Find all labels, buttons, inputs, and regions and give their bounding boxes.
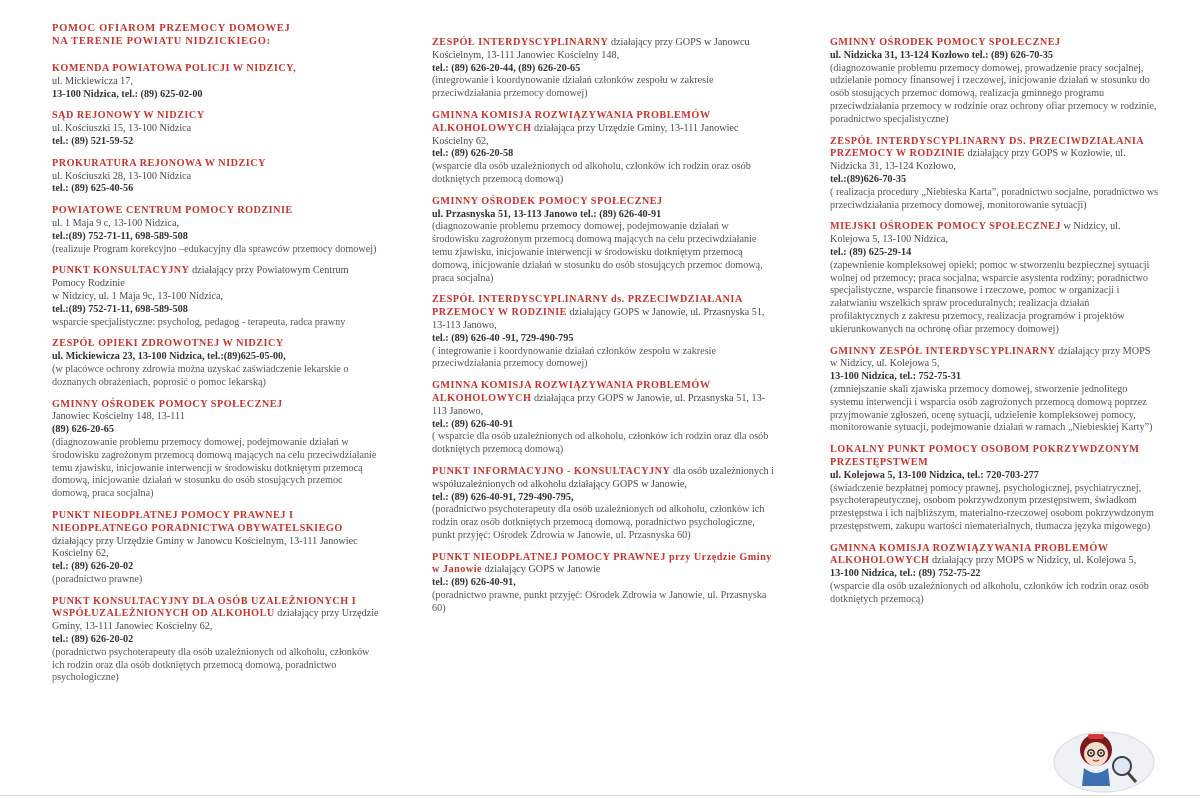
entry-intro: działający GOPS w Janowie, ul. Przasnyska 51, 13-113 Janowo, — [432, 307, 765, 331]
entry-description: (diagnozowanie problemu przemocy domowej, podejmowanie działań w środowisku zagrożonym przemocą domową mających na celu przeciwdziałanie temu zjawisku, inicjowanie interwencji w środowisku dotkniętym przemocą domową, inicjowanie działań w stosunku do osób stosujących przemoc domową, praca socjalna) — [432, 221, 763, 284]
entry-title: GMINNA KOMISJA ROZWIĄZYWANIA PROBLEMÓW ALKOHOLOWYCH — [432, 380, 711, 404]
entry-phone: tel.: (89) 626-40-91, 729-490-795, — [432, 491, 574, 503]
entry-intro: działający przy GOPS w Kozłowie, ul. Nidzicka 31, 13-124 Kozłowo, — [830, 148, 1126, 173]
entry-description: (poradnictwo psychoterapeuty dla osób uzależnionych od alkoholu, członków ich rodzin oraz dla osób dotkniętych przemocą domową, poradnictwo psychologiczne) — [52, 646, 370, 684]
contact-entry — [432, 294, 777, 371]
entry-title: PUNKT NIEODPŁATNEJ POMOCY PRAWNEJ przy Urzędzie Gminy w Janowie — [432, 551, 772, 576]
contact-entry — [432, 196, 777, 286]
entry-title: SĄD REJONOWY W NIDZICY — [52, 110, 205, 122]
entry-title: GMINNA KOMISJA ROZWIĄZYWANIA PROBLEMÓW ALKOHOLOWYCH — [432, 109, 711, 134]
entry-phone: tel.: (89) 626-40-91 — [432, 418, 514, 430]
contact-entry — [830, 346, 1160, 436]
entry-title: PUNKT KONSULTACYJNY DLA OSÓB UZALEŻNIONYCH I WSPÓŁUZALEŻNIONYCH OD ALKOHOLU — [52, 595, 357, 620]
entry-description: (integrowanie i koordynowanie działań członków zespołu w zakresie przeciwdziałania przemocy domowej) — [432, 75, 714, 100]
entry-description: wsparcie specjalistyczne: psycholog, pedagog - terapeuta, radca prawny — [52, 316, 346, 328]
entry-description: (diagnozowanie problemu przemocy domowej, prowadzenie pracy socjalnej, udzielanie pomocy finansowej i rzeczowej, inicjowanie działań w stosunku do osób stosujących przemoc domową, realizacja gminnego programu przeciwdziałania przemocy w rodzinie oraz ochrony ofiar przemocy w rodzinie, poradnictwo specjalistyczne) — [830, 62, 1157, 125]
entry-title: ZESPÓŁ INTERDYSCYPLINARNY DS. PRZECIWDZIAŁANIA PRZEMOCY W RODZINIE — [830, 135, 1144, 160]
page-header — [52, 22, 382, 48]
header-line-1: POMOC OFIAROM PRZEMOCY DOMOWEJ — [52, 23, 291, 34]
entry-phone: 13-100 Nidzica, tel.: (89) 625-02-00 — [52, 88, 203, 100]
entry-phone: ul. Kolejowa 5, 13-100 Nidzica, tel.: 720-703-277 — [830, 469, 1039, 481]
entry-title: LOKALNY PUNKT POMOCY OSOBOM POKRZYWDZONYM PRZESTĘPSTWEM — [830, 444, 1140, 468]
entry-phone: tel.: (89) 626-20-02 — [52, 634, 134, 646]
entry-description: (poradnictwo psychoterapeuty dla osób uzależnionych od alkoholu, członków ich rodzin oraz osób dotkniętych przemocą domową, poradnictwo psychologiczne, punkt przyjęć: Ośrodek Zdrowia w Janowie, ul. Przasnyska 60) — [432, 504, 765, 541]
entry-intro: działający przy GOPS w Janowcu Kościelnym, 13-111 Janowiec Kościelny 148, — [432, 37, 750, 61]
contact-entry — [432, 37, 777, 101]
entry-phone: tel.: (89) 626-20-02 — [52, 561, 134, 573]
entry-intro: dla osób uzależnionych i współuzależnionych od alkoholu działający GOPS w Janowie, — [432, 465, 774, 490]
contact-entry — [830, 37, 1160, 127]
entry-phone: tel.: (89) 521-59-52 — [52, 135, 134, 147]
entry-address: ul. Mickiewicza 17, — [52, 75, 133, 87]
entry-phone: tel.: (89) 626-20-58 — [432, 148, 514, 160]
entry-description: (poradnictwo prawne, punkt przyjęć: Ośrodek Zdrowia w Janowie, ul. Przasnyska 60) — [432, 590, 767, 614]
entry-title: GMINNA KOMISJA ROZWIĄZYWANIA PROBLEMÓW ALKOHOLOWYCH — [830, 542, 1109, 567]
entry-phone: 13-100 Nidzica, tel.: (89) 752-75-22 — [830, 568, 981, 580]
entry-phone: tel.: (89) 625-29-14 — [830, 246, 912, 258]
entry-intro: działająca przy GOPS w Janowie, ul. Przasnyska 51, 13-113 Janowo, — [432, 392, 766, 417]
entry-phone: tel.:(89) 752-71-11, 698-589-508 — [52, 230, 188, 242]
entry-description: (poradnictwo prawne) — [52, 573, 143, 585]
entry-description: (wsparcie dla osób uzależnionych od alkoholu, członków ich rodzin oraz osób dotkniętych przemocą domową) — [432, 161, 751, 185]
entry-description: (zapewnienie kompleksowej opieki; pomoc w stworzeniu bezpiecznej sytuacji wolnej od przemocy; praca socjalna; wsparcie asystenta rodziny; poradnictwo specjalistyczne, wsparcie finansowe i rzeczowe, pomoc w organizacji i załatwianiu wszelkich spraw proceduralnych; realizacja działań profilaktycznych z zakresu przemocy, realizacja programów i projektów ukierunkowanych na ochronę ofiar przemocy domowej) — [830, 259, 1150, 335]
entry-title: PROKURATURA REJONOWA W NIDZICY — [52, 157, 266, 169]
entry-title: KOMENDA POWIATOWA POLICJI W NIDZICY, — [52, 63, 297, 74]
entry-title: ZESPÓŁ OPIEKI ZDROWOTNEJ W NIDZICY — [52, 338, 284, 350]
entry-address: ul. Kościuszki 28, 13-100 Nidzica — [52, 170, 192, 182]
entry-description: (realizuje Program korekcyjno –edukacyjny dla sprawców przemocy domowej) — [52, 243, 377, 255]
entry-phone: ul. Nidzicka 31, 13-124 Kozłowo tel.: (89) 626-70-35 — [830, 49, 1053, 61]
entry-title: GMINNY OŚRODEK POMOCY SPOŁECZNEJ — [830, 37, 1061, 48]
entry-phone: ul. Przasnyska 51, 13-113 Janowo tel.: (89) 626-40-91 — [432, 208, 662, 220]
entry-description: (zmniejszanie skali zjawiska przemocy domowej, stworzenie jednolitego systemu interwencji i wsparcia osób zagrożonych przemocą domową poprzez przyjmowanie zgłoszeń, ocenę sytuacji, udzielenie kompleksowej pomocy, monitorowanie sytuacji, podejmowanie działań w ramach „Niebieskiej Karty”) — [830, 383, 1153, 434]
contact-entry — [830, 543, 1160, 607]
entry-description: ( realizacja procedury „Niebieska Karta”, poradnictwo socjalne, poradnictwo ws przeciwdziałania przemocy domowej, monitorowanie sytuacji) — [830, 186, 1159, 211]
column-left — [52, 22, 382, 694]
bottom-edge-line — [0, 795, 1200, 796]
entry-title: ZESPÓŁ INTERDYSCYPLINARNY ds. PRZECIWDZIAŁANIA PRZEMOCY W RODZINIE — [432, 294, 743, 319]
entry-address: ul. 1 Maja 9 c, 13-100 Nidzica, — [52, 217, 180, 229]
entry-description: (wsparcie dla osób uzależnionych od alkoholu, członków ich rodzin oraz osób dotkniętych przemocą) — [830, 581, 1149, 605]
contact-entry — [52, 158, 382, 196]
entry-intro: w Nidzicy, ul. Kolejowa 5, 13-100 Nidzica, — [830, 221, 1121, 246]
contact-entry — [830, 136, 1160, 213]
contact-entry — [52, 596, 382, 686]
entry-description: (w placówce ochrony zdrowia można uzyskać zaświadczenie lekarskie o doznanych obrażeniach, poprosić o pomoc lekarską) — [52, 363, 349, 388]
entry-intro: działający przy Powiatowym Centrum Pomocy Rodzinie — [52, 265, 349, 290]
entry-title: POWIATOWE CENTRUM POMOCY RODZINIE — [52, 205, 293, 217]
contact-entry — [830, 221, 1160, 336]
contact-entry — [52, 63, 382, 101]
contact-entry — [52, 510, 382, 587]
entry-title: GMINNY OŚRODEK POMOCY SPOŁECZNEJ — [52, 398, 283, 410]
contact-entry — [432, 380, 777, 457]
contact-entry — [432, 552, 777, 616]
contact-entry — [52, 338, 382, 389]
column-middle — [432, 37, 777, 625]
entry-title: GMINNY ZESPÓŁ INTERDYSCYPLINARNY — [830, 345, 1056, 357]
entry-description: (świadczenie bezpłatnej pomocy prawnej, psychologicznej, psychiatrycznej, psychoterapeutycznej, osobom pokrzywdzonym przestępstwem, świadkom przestępstwa i ich najbliższym, materialno-rzeczowej osobom pokrzywdzonym przestępstwem, zakupu wartości niematerialnych, tłumacza języka migowego) — [830, 482, 1154, 532]
contact-entry — [52, 205, 382, 256]
entry-phone: tel.: (89) 625-40-56 — [52, 183, 134, 195]
contact-entry — [52, 110, 382, 148]
entry-phone: (89) 626-20-65 — [52, 424, 114, 436]
entry-phone: tel.: (89) 626-40 -91, 729-490-795 — [432, 332, 574, 344]
entry-intro: działający przy Urzędzie Gminy w Janowcu Kościelnym, 13-111 Janowiec Kościelny 62, — [52, 535, 358, 560]
entry-address: w Nidzicy, ul. 1 Maja 9c, 13-100 Nidzica, — [52, 290, 224, 302]
entry-intro: działający przy Urzędzie Gminy, 13-111 Janowiec Kościelny 62, — [52, 608, 379, 633]
contact-entry — [432, 110, 777, 187]
contact-entry — [830, 444, 1160, 534]
entry-description: ( integrowanie i koordynowanie działań członków zespołu w zakresie przeciwdziałania przemocy domowej) — [432, 345, 717, 370]
entry-intro: działający przy MOPS w Nidzicy, ul. Kolejowa 5, — [929, 555, 1137, 567]
entry-title: MIEJSKI OŚRODEK POMOCY SPOŁECZNEJ — [830, 221, 1061, 233]
entry-address: Janowiec Kościelny 148, 13-111 — [52, 411, 185, 423]
entry-phone: tel.:(89)626-70-35 — [830, 173, 907, 185]
header-line-2: NA TERENIE POWIATU NIDZICKIEGO: — [52, 36, 271, 47]
cartoon-girl-with-magnifier-icon — [1048, 716, 1160, 796]
entry-description: ( wsparcie dla osób uzależnionych od alkoholu, członków ich rodzin oraz dla osób dotkniętych przemocą domową) — [432, 431, 769, 456]
entry-phone: 13-100 Nidzica, tel.: 752-75-31 — [830, 371, 961, 383]
entry-title: ZESPÓŁ INTERDYSCYPLINARNY — [432, 37, 609, 48]
entry-phone: ul. Mickiewicza 23, 13-100 Nidzica, tel.:(89)625-05-00, — [52, 351, 286, 363]
entry-phone: tel.: (89) 626-20-44, (89) 626-20-65 — [432, 62, 581, 74]
entry-title: PUNKT NIEODPŁATNEJ POMOCY PRAWNEJ I NIEODPŁATNEGO PORADNICTWA OBYWATELSKIEGO — [52, 509, 343, 534]
entry-phone: tel.: (89) 626-40-91, — [432, 577, 516, 589]
contact-entry — [432, 466, 777, 543]
column-right — [830, 37, 1160, 616]
entry-intro: działający GOPS w Janowie — [482, 564, 601, 576]
contact-entry — [52, 265, 382, 329]
entry-phone: tel.:(89) 752-71-11, 698-589-508 — [52, 303, 188, 315]
entry-intro: działający przy MOPS w Nidzicy, ul. Kolejowa 5, — [830, 345, 1151, 370]
entry-description: (diagnozowanie problemu przemocy domowej, podejmowanie działań w środowisku zagrożonym przemocą domową mających na celu przeciwdziałanie temu zjawisku, inicjowanie interwencji w środowisku dotkniętym przemocą domową, inicjowanie działań w stosunku do osób stosujących przemoc domową, praca socjalna) — [52, 436, 377, 500]
entry-title: PUNKT INFORMACYJNO - KONSULTACYJNY — [432, 465, 671, 477]
entry-title: PUNKT KONSULTACYJNY — [52, 265, 190, 277]
entry-address: ul. Kościuszki 15, 13-100 Nidzica — [52, 123, 192, 135]
entry-title: GMINNY OŚRODEK POMOCY SPOŁECZNEJ — [432, 195, 663, 207]
contact-entry — [52, 399, 382, 501]
entry-intro: działająca przy Urzędzie Gminy, 13-111 Janowiec Kościelny 62, — [432, 122, 739, 147]
